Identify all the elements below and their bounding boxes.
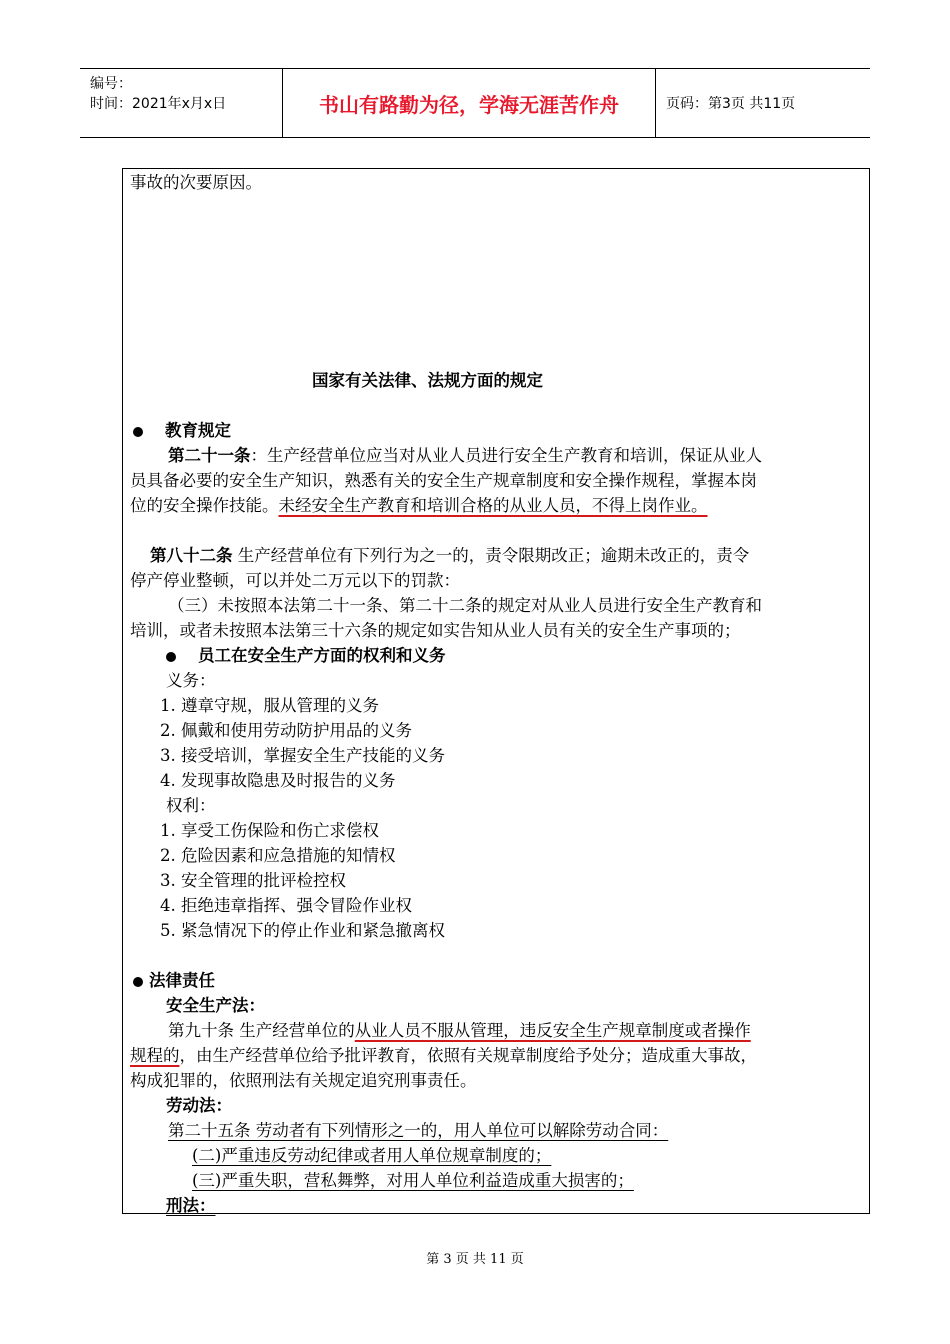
bullet-icon [133,977,143,987]
article-21-line1: 第二十一条：生产经营单位应当对从业人员进行安全生产教育和培训，保证从业人 [168,446,762,465]
bullet-icon [133,427,143,437]
article-82-line1: 第八十二条 生产经营单位有下列行为之一的，责令限期改正；逾期未改正的，责令 [150,546,750,565]
article-21-line2: 员具备必要的安全生产知识，熟悉有关的安全生产规章制度和安全操作规程，掌握本岗 [130,471,757,490]
article-25-item2: (二)严重违反劳动纪律或者用人单位规章制度的； [192,1146,552,1165]
rights-label: 权利： [166,796,216,815]
list-item: 3. 接受培训，掌握安全生产技能的义务 [160,746,445,765]
edu-heading: 教育规定 [133,421,231,441]
list-item: 3. 安全管理的批评检控权 [160,871,346,890]
article-25-line: 第二十五条 劳动者有下列情形之一的，用人单位可以解除劳动合同： [168,1121,669,1140]
legal-heading: 法律责任 [133,971,215,991]
section-title: 国家有关法律、法规方面的规定 [312,371,543,390]
list-item: 5. 紧急情况下的停止作业和紧急撤离权 [160,921,445,940]
list-item: 4. 发现事故隐患及时报告的义务 [160,771,396,790]
article-82-line3: （三）未按照本法第二十一条、第二十二条的规定对从业人员进行安全生产教育和 [168,596,762,615]
criminal-law-label: 刑法： [166,1196,216,1215]
list-item: 1. 遵章守规，服从管理的义务 [160,696,379,715]
article-21-line3: 位的安全操作技能。未经安全生产教育和培训合格的从业人员，不得上岗作业。 [130,496,708,515]
list-item: 2. 佩戴和使用劳动防护用品的义务 [160,721,412,740]
header-motto: 书山有路勤为径，学海无涯苦作舟 [283,69,656,137]
header-meta [80,69,283,137]
article-90-line2: 规程的，由生产经营单位给予批评教育，依照有关规章制度给予处分；造成重大事故， [130,1046,757,1065]
article-82-line4: 培训，或者未按照本法第三十六条的规定如实告知从业人员有关的安全生产事项的； [130,621,741,640]
article-25-item3: (三)严重失职，营私舞弊，对用人单位利益造成重大损害的； [192,1171,634,1190]
number-label: 编号： [90,76,132,92]
page-header [80,68,870,138]
article-90-line1: 第九十条 生产经营单位的从业人员不服从管理，违反安全生产规章制度或者操作 [168,1021,751,1040]
rights-heading: 员工在安全生产方面的权利和义务 [166,646,446,666]
header-page-info: 页码：第3页 共11页 [666,96,796,112]
duty-label: 义务： [166,671,216,690]
article-90-line3: 构成犯罪的，依照刑法有关规定追究刑事责任。 [130,1071,477,1090]
bullet-icon [166,652,176,662]
article-82-line2: 停产停业整顿，可以并处二万元以下的罚款： [130,571,460,590]
labor-law-label: 劳动法： [166,1096,232,1115]
safety-law-label: 安全生产法： [166,996,265,1015]
date-label: 时间：2021年x月x日 [90,96,227,112]
list-item: 2. 危险因素和应急措施的知情权 [160,846,396,865]
prev-text: 事故的次要原因。 [130,173,262,192]
list-item: 4. 拒绝违章指挥、强令冒险作业权 [160,896,412,915]
page-footer: 第 3 页 共 11 页 [426,1252,524,1267]
list-item: 1. 享受工伤保险和伤亡求偿权 [160,821,379,840]
